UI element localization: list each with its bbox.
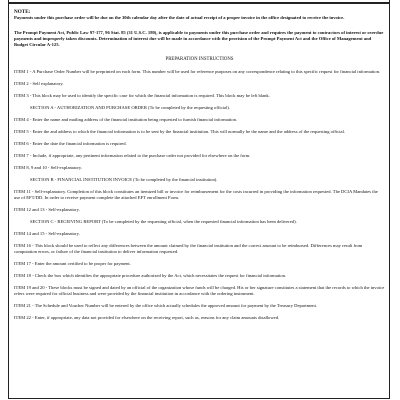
list-item: ITEM 8, 9 and 10 - Self-explanatory. bbox=[14, 165, 83, 170]
list-item: ITEM 6 - Enter the date the financial information is required. bbox=[14, 141, 127, 146]
list-item: ITEM 7 - Include, if appropriate, any pertinent information related to the purchase order not provided for elsewhere on the form. bbox=[14, 153, 251, 158]
list-item: ITEM 16 - This block should be used to reflect any differences between the amount claimed by the financial institution and the correct amount to be reimbursed. Differences may result from computation errors, or failure of the financial institution to deliver information requested. bbox=[14, 243, 363, 254]
list-item: ITEM 5 - Enter the and address to which the financial information is to be sent by the financial institution. This will normally be the name and the address of the requesting official. bbox=[14, 129, 346, 134]
list-item: ITEM 2 - Self explanatory. bbox=[14, 81, 64, 86]
list-item: ITEM 22 - Enter, if appropriate, any data not provided for elsewhere on the receiving report, such as, reasons for any claim amounts disallowed. bbox=[14, 315, 280, 320]
note-text: Payments under this purchase order will be due on the 30th calendar day after the date of actual receipt of a proper invoice in the office designated to receive the invoice. bbox=[14, 15, 345, 20]
list-item: ITEM 14 and 15 - Self-explanatory. bbox=[14, 231, 80, 236]
list-item: ITEM 3 - This block may be used to identify the specific case for which the financial information is required. This block may be left blank. bbox=[14, 93, 270, 98]
section-heading: SECTION C - RECEIVING REPORT (To be completed by the requesting official, when the requested financial information has been delivered). bbox=[30, 219, 297, 224]
list-item: ITEM 12 and 13 - Self-explanatory. bbox=[14, 207, 80, 212]
list-item: ITEM 21 - The Schedule and Voucher Number will be entered by the office which actually schedules the approved amount for payment by the Treasury Department. bbox=[14, 303, 318, 308]
instructions-body bbox=[14, 9, 385, 327]
list-item: ITEM 4 - Enter the name and mailing address of the financial institution being requested to furnish financial information. bbox=[14, 117, 238, 122]
section-heading: SECTION B - FINANCIAL INSTITUTION INVOICE (To be completed by the financial institution). bbox=[30, 177, 218, 182]
list-item: ITEM 17 - Enter the amount certified to be proper for payment. bbox=[14, 261, 131, 266]
top-rule bbox=[8, 0, 390, 4]
list-item: ITEM 19 and 20 - These blocks must be signed and dated by an official of the organization whose funds will be charged. His or her signature constitutes a statement that the records to which the invoice refers were required for official business and were provided by the financial institution in accordance with the ordering instrument. bbox=[14, 285, 385, 296]
list-item: ITEM 1 - A Purchase Order Number will be preprinted on each form. This number will be used for reference purposes on any correspondence relating to this specific request for financial information. bbox=[14, 69, 381, 74]
prompt-payment-paragraph: The Prompt Payment Act, Public Law 97-177, 96 Stat. 85 (31 U.S.C. 180), is applicable to payments under this purchase order and requires the payment to contractors of interest or overdue payments and improperly taken discounts. Determination of interest due will be made in accordance with the provision of the Prompt Payment Act and the Office of Management and Budget Circular A-125. bbox=[14, 30, 384, 47]
note-label: NOTE: bbox=[14, 9, 31, 15]
page-title: PREPARATION INSTRUCTIONS bbox=[165, 57, 234, 62]
section-heading: SECTION A - AUTHORIZATION AND PURCHASE ORDER (To be completed by the requesting official). bbox=[30, 105, 230, 110]
item-list bbox=[14, 69, 385, 327]
list-item: ITEM 18 - Check the box which identifies the appropriate procedure authorized by the Act, which necessitates the request for financial information. bbox=[14, 273, 287, 278]
list-item: ITEM 11 - Self-explanatory. Completion of this block constitutes an itemized bill or invoice for reimbursement for the costs incurred in providing the information requested. The DCIA Mandates the use of EFT/DD. In order to receive payment complete the attached EFT enrollment Form. bbox=[14, 189, 378, 200]
